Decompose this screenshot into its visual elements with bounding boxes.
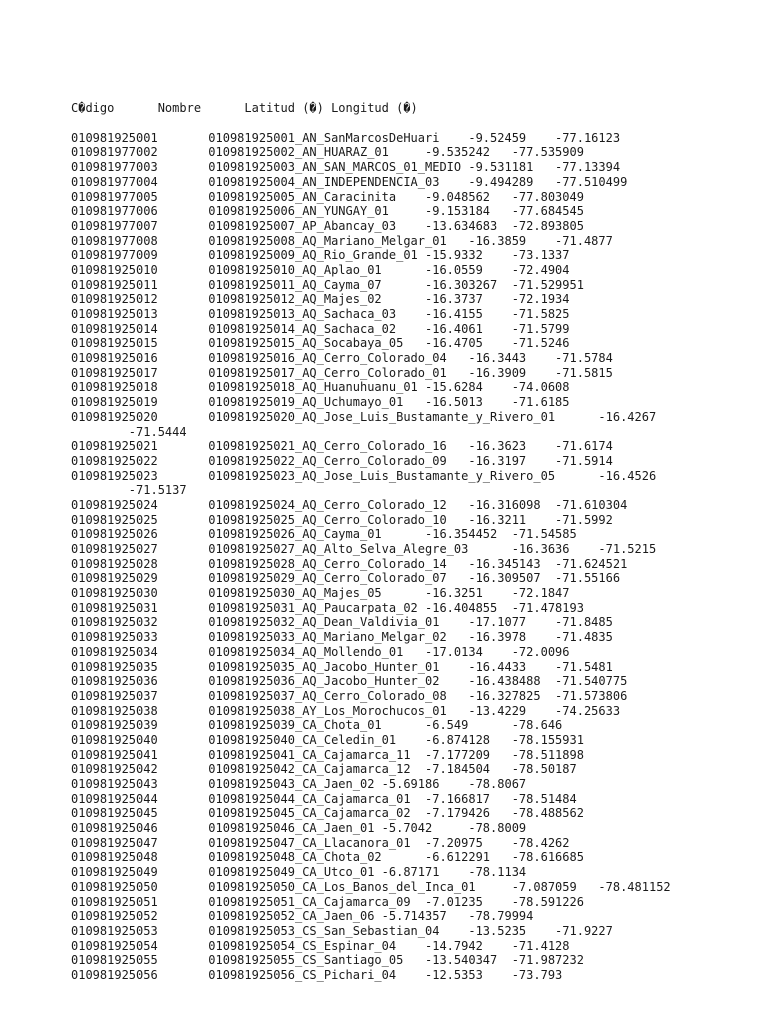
table-row: 010981925048 010981925048_CA_Chota_02 -6.612291 -78.616685 xyxy=(71,850,584,865)
table-row: 010981925001 010981925001_AN_SanMarcosDeHuari -9.52459 -77.16123 xyxy=(71,130,621,145)
table-row: -71.5137 xyxy=(71,483,187,498)
table-row: 010981925010 010981925010_AQ_Aplao_01 -16.0559 -72.4904 xyxy=(71,262,570,277)
table-row: 010981925021 010981925021_AQ_Cerro_Colorado_16 -16.3623 -71.6174 xyxy=(71,439,613,454)
table-row: 010981925046 010981925046_CA_Jaen_01 -5.7042 -78.8009 xyxy=(71,821,527,836)
table-row: 010981925028 010981925028_AQ_Cerro_Colorado_14 -16.345143 -71.624521 xyxy=(71,556,628,571)
table-row: 010981925026 010981925026_AQ_Cayma_01 -16.354452 -71.54585 xyxy=(71,527,577,542)
table-row: 010981925027 010981925027_AQ_Alto_Selva_Alegre_03 -16.3636 -71.5215 xyxy=(71,542,657,557)
table-row: 010981925053 010981925053_CS_San_Sebastian_04 -13.5235 -71.9227 xyxy=(71,923,613,938)
table-row: 010981925032 010981925032_AQ_Dean_Valdivia_01 -17.1077 -71.8485 xyxy=(71,615,613,630)
table-row: 010981925024 010981925024_AQ_Cerro_Colorado_12 -16.316098 -71.610304 xyxy=(71,497,628,512)
table-row: 010981925014 010981925014_AQ_Sachaca_02 -16.4061 -71.5799 xyxy=(71,321,570,336)
table-row: 010981925041 010981925041_CA_Cajamarca_11 -7.177209 -78.511898 xyxy=(71,747,584,762)
table-row: 010981925023 010981925023_AQ_Jose_Luis_Bustamante_y_Rivero_05 -16.4526 xyxy=(71,468,657,483)
table-row: 010981925020 010981925020_AQ_Jose_Luis_Bustamante_y_Rivero_01 -16.4267 xyxy=(71,409,657,424)
text-document xyxy=(71,72,671,983)
table-header: C�digo Nombre Latitud (�) Longitud (�) xyxy=(71,101,418,116)
table-row: 010981925013 010981925013_AQ_Sachaca_03 -16.4155 -71.5825 xyxy=(71,307,570,322)
table-row: 010981925022 010981925022_AQ_Cerro_Colorado_09 -16.3197 -71.5914 xyxy=(71,453,613,468)
table-row: 010981925016 010981925016_AQ_Cerro_Colorado_04 -16.3443 -71.5784 xyxy=(71,351,613,366)
table-row: 010981977008 010981925008_AQ_Mariano_Melgar_01 -16.3859 -71.4877 xyxy=(71,233,613,248)
table-row: 010981925052 010981925052_CA_Jaen_06 -5.714357 -78.79994 xyxy=(71,909,534,924)
table-row: -71.5444 xyxy=(71,424,187,439)
table-row: 010981925015 010981925015_AQ_Socabaya_05 -16.4705 -71.5246 xyxy=(71,336,570,351)
table-row: 010981925047 010981925047_CA_Llacanora_01 -7.20975 -78.4262 xyxy=(71,835,570,850)
table-row: 010981925012 010981925012_AQ_Majes_02 -16.3737 -72.1934 xyxy=(71,292,570,307)
table-row: 010981925055 010981925055_CS_Santiago_05 -13.540347 -71.987232 xyxy=(71,953,584,968)
table-row: 010981925056 010981925056_CS_Pichari_04 -12.5353 -73.793 xyxy=(71,967,563,982)
table-row: 010981925034 010981925034_AQ_Mollendo_01 -17.0134 -72.0096 xyxy=(71,644,570,659)
table-row: 010981977007 010981925007_AP_Abancay_03 -13.634683 -72.893805 xyxy=(71,218,584,233)
table-row: 010981977006 010981925006_AN_YUNGAY_01 -9.153184 -77.684545 xyxy=(71,204,584,219)
table-row: 010981977005 010981925005_AN_Caracinita -9.048562 -77.803049 xyxy=(71,189,584,204)
table-row: 010981925011 010981925011_AQ_Cayma_07 -16.303267 -71.529951 xyxy=(71,277,584,292)
table-row: 010981925040 010981925040_CA_Celedin_01 -6.874128 -78.155931 xyxy=(71,732,584,747)
table-row: 010981925018 010981925018_AQ_Huanuhuanu_01 -15.6284 -74.0608 xyxy=(71,380,570,395)
table-row: 010981925036 010981925036_AQ_Jacobo_Hunter_02 -16.438488 -71.540775 xyxy=(71,674,628,689)
table-row: 010981925033 010981925033_AQ_Mariano_Melgar_02 -16.3978 -71.4835 xyxy=(71,630,613,645)
table-row: 010981925039 010981925039_CA_Chota_01 -6.549 -78.646 xyxy=(71,718,563,733)
table-row: 010981925045 010981925045_CA_Cajamarca_02 -7.179426 -78.488562 xyxy=(71,806,584,821)
table-row: 010981925044 010981925044_CA_Cajamarca_01 -7.166817 -78.51484 xyxy=(71,791,577,806)
table-row: 010981925043 010981925043_CA_Jaen_02 -5.69186 -78.8067 xyxy=(71,777,527,792)
table-row: 010981925031 010981925031_AQ_Paucarpata_02 -16.404855 -71.478193 xyxy=(71,600,584,615)
table-row: 010981977004 010981925004_AN_INDEPENDENCIA_03 -9.494289 -77.510499 xyxy=(71,174,628,189)
table-row: 010981925049 010981925049_CA_Utco_01 -6.87171 -78.1134 xyxy=(71,865,527,880)
table-row: 010981925030 010981925030_AQ_Majes_05 -16.3251 -72.1847 xyxy=(71,586,570,601)
table-row: 010981977002 010981925002_AN_HUARAZ_01 -9.535242 -77.535909 xyxy=(71,145,584,160)
table-row: 010981925035 010981925035_AQ_Jacobo_Hunter_01 -16.4433 -71.5481 xyxy=(71,659,613,674)
table-row: 010981925051 010981925051_CA_Cajamarca_09 -7.01235 -78.591226 xyxy=(71,894,584,909)
table-row: 010981925019 010981925019_AQ_Uchumayo_01 -16.5013 -71.6185 xyxy=(71,395,570,410)
table-row: 010981925042 010981925042_CA_Cajamarca_12 -7.184504 -78.50187 xyxy=(71,762,577,777)
table-row: 010981925029 010981925029_AQ_Cerro_Colorado_07 -16.309507 -71.55166 xyxy=(71,571,621,586)
table-row: 010981977009 010981925009_AQ_Rio_Grande_01 -15.9332 -73.1337 xyxy=(71,248,570,263)
table-row: 010981925038 010981925038_AY_Los_Morochucos_01 -13.4229 -74.25633 xyxy=(71,703,621,718)
table-row: 010981925054 010981925054_CS_Espinar_04 -14.7942 -71.4128 xyxy=(71,938,570,953)
table-row: 010981925025 010981925025_AQ_Cerro_Colorado_10 -16.3211 -71.5992 xyxy=(71,512,613,527)
table-row: 010981925017 010981925017_AQ_Cerro_Colorado_01 -16.3909 -71.5815 xyxy=(71,365,613,380)
table-row: 010981977003 010981925003_AN_SAN_MARCOS_01_MEDIO -9.531181 -77.13394 xyxy=(71,160,621,175)
table-row: 010981925037 010981925037_AQ_Cerro_Colorado_08 -16.327825 -71.573806 xyxy=(71,688,628,703)
table-row: 010981925050 010981925050_CA_Los_Banos_del_Inca_01 -7.087059 -78.481152 xyxy=(71,879,671,894)
